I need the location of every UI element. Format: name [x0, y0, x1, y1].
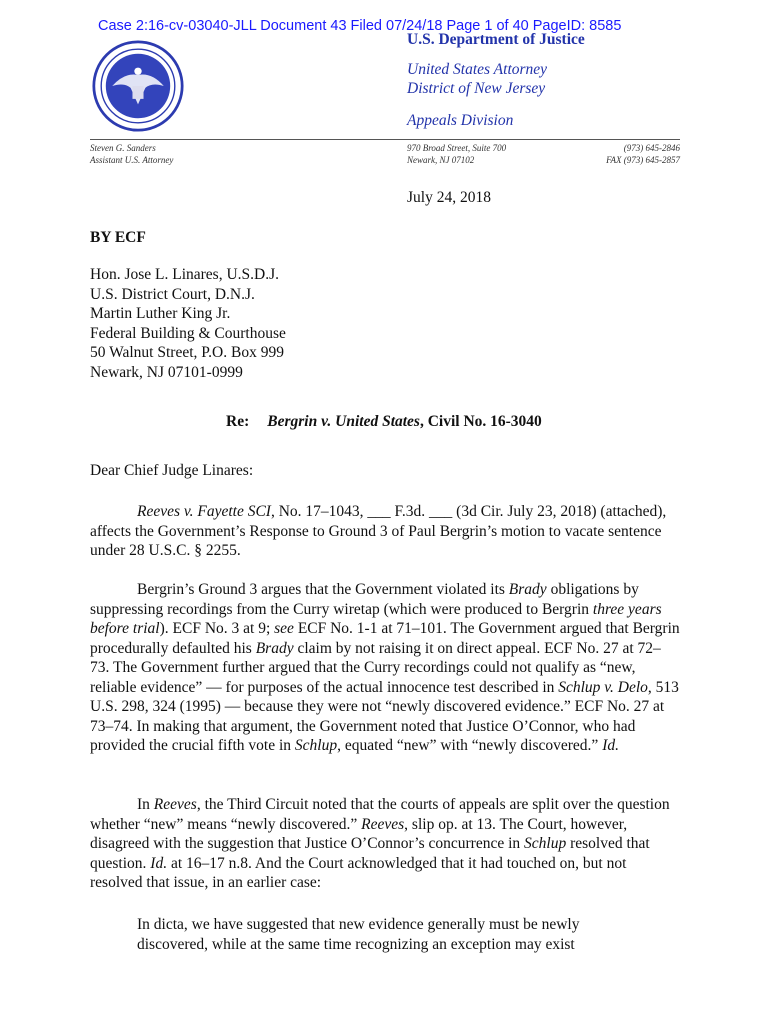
paragraph-text: claim by not raising it on direct appeal. ECF No. 27 at 72–73. The Government further argued that the Curry recordings could not qualify as “new, reliable evidence” — for purposes of the actual innocence test described in	[90, 639, 661, 696]
letter-date: July 24, 2018	[407, 189, 491, 206]
paragraph-text: , No. 17–1043, ___ F.3d. ___ (3d Cir. July 23, 2018) (attached), affects the Government’s Response to Ground 3 of Paul Bergrin’s motion to vacate sentence under 28 U.S.C. § 2255.	[90, 503, 667, 559]
phone-number: (973) 645-2846	[623, 143, 680, 153]
case-citation: Schlup	[294, 737, 338, 754]
doj-seal-logo	[92, 40, 184, 132]
paragraph-text: ). ECF No. 3 at 9;	[159, 620, 275, 637]
case-citation: Schlup v. Delo	[558, 678, 648, 696]
quote-text: In dicta, we have suggested that new evidence generally must be newly discovered, while at the same time recognizing an exception may exist	[137, 916, 580, 953]
paragraph-text: In	[137, 796, 154, 813]
id-citation: Id.	[150, 854, 168, 872]
case-citation: Reeves	[361, 815, 405, 833]
paragraph-2	[90, 580, 680, 756]
re-civil-number: , Civil No. 16-3040	[419, 413, 542, 430]
paragraph-text: , equated “new” with “newly discovered.”	[337, 737, 603, 754]
paragraph-text: , slip op. at 13. The Court, however, disagreed with the suggestion that Justice O’Connor’s concurrence in	[90, 815, 628, 852]
addressee-line: U.S. District Court, D.N.J.	[90, 285, 255, 303]
division-name: Appeals Division	[407, 112, 514, 129]
re-case-name: Bergrin v. United States	[267, 413, 420, 430]
case-header-stamp: Case 2:16-cv-03040-JLL Document 43 Filed 07/24/18 Page 1 of 40 PageID: 8585	[98, 18, 622, 34]
salutation: Dear Chief Judge Linares:	[90, 462, 254, 479]
address-line-2: Newark, NJ 07102	[407, 155, 475, 165]
addressee-line: Federal Building & Courthouse	[90, 324, 286, 342]
paragraph-text: ECF No. 1-1 at 71–101. The Government argued that Bergrin procedurally defaulted his	[90, 620, 680, 657]
office-line-1: United States Attorney	[407, 61, 548, 78]
paragraph-1	[90, 502, 680, 561]
paragraph-3	[90, 795, 680, 893]
delivery-method: BY ECF	[90, 229, 146, 246]
block-quote	[137, 915, 633, 954]
re-line	[226, 413, 542, 431]
case-citation: Brady	[255, 639, 294, 657]
paragraph-text: obligations by suppressing recordings from the Curry wiretap (which were produced to Bergrin	[90, 581, 639, 618]
case-citation: Brady	[508, 581, 547, 598]
letterhead-divider	[90, 139, 680, 140]
paragraph-text: Bergrin’s Ground 3 argues that the Government violated its	[137, 581, 509, 598]
addressee-block	[90, 265, 680, 382]
re-label: Re:	[226, 413, 250, 430]
department-name: U.S. Department of Justice	[407, 31, 585, 48]
addressee-line: Martin Luther King Jr.	[90, 305, 231, 322]
id-citation: Id.	[602, 737, 619, 754]
office-line-2: District of New Jersey	[407, 80, 546, 97]
signal-text: see	[274, 620, 294, 637]
case-citation: Reeves	[153, 796, 197, 813]
case-citation: Reeves v. Fayette SCI	[137, 503, 271, 520]
emphasis-text: three years before trial	[90, 600, 662, 637]
paragraph-text: , the Third Circuit noted that the courts of appeals are split over the question whether “new” means “newly discovered.”	[90, 796, 670, 833]
paragraph-text: at 16–17 n.8. And the Court acknowledged that it had touched on, but not resolved that issue, in an earlier case:	[90, 854, 627, 891]
fax-number: FAX (973) 645-2857	[606, 155, 680, 165]
sender-name: Steven G. Sanders	[90, 143, 156, 153]
sender-title: Assistant U.S. Attorney	[90, 155, 174, 165]
paragraph-text: , 513 U.S. 298, 324 (1995) — because they were not “newly discovered evidence.” ECF No. 27 at 73–74. In making that argument, the Government noted that Justice O’Connor, who had provided the crucial fifth vote in	[90, 678, 679, 754]
addressee-line: Newark, NJ 07101-0999	[90, 363, 243, 381]
addressee-line: 50 Walnut Street, P.O. Box 999	[90, 344, 284, 361]
addressee-line: Hon. Jose L. Linares, U.S.D.J.	[90, 266, 279, 283]
case-citation: Schlup	[524, 835, 567, 852]
address-line-1: 970 Broad Street, Suite 700	[407, 143, 507, 153]
paragraph-text: resolved that question.	[90, 835, 650, 872]
